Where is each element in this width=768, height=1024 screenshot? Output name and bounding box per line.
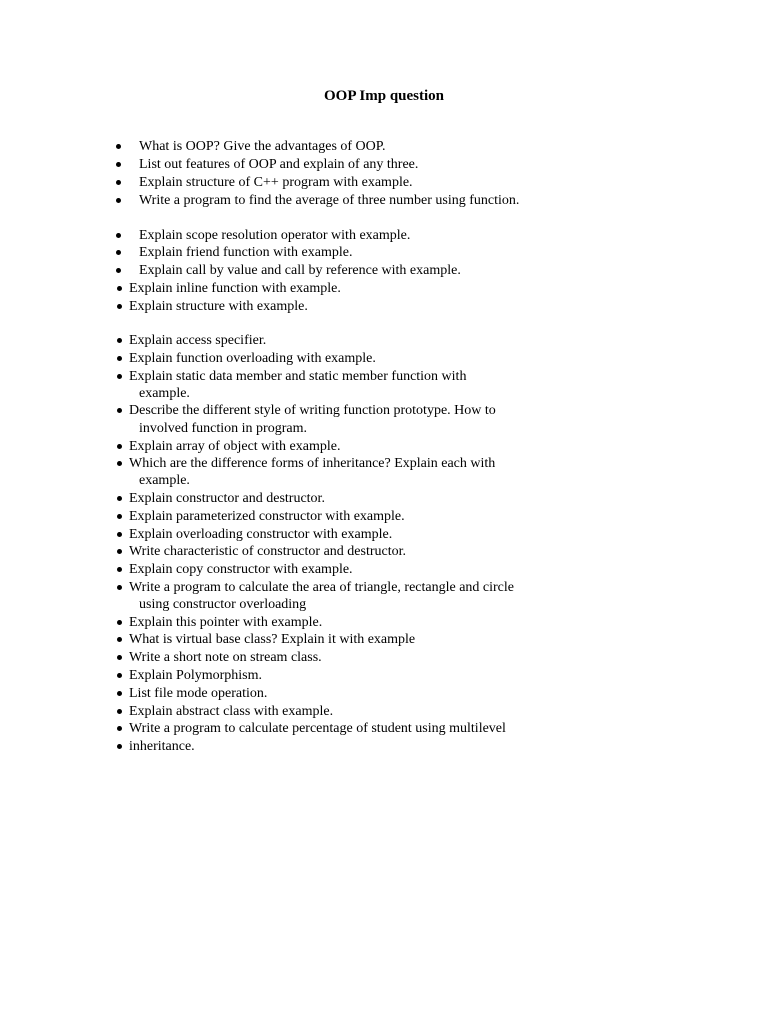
page-title: OOP Imp question [323,88,445,104]
bullet-icon [117,549,122,554]
bullet-icon [117,444,122,449]
bullet-icon [116,162,121,167]
bullet-icon [117,461,122,466]
bullet-icon [117,620,122,625]
bullet-icon [117,637,122,642]
bullet-icon [117,496,122,501]
list-item-continuation: example. [139,473,190,488]
bullet-icon [117,338,122,343]
bullet-icon [117,655,122,660]
bullet-icon [117,673,122,678]
list-item-continuation: involved function in program. [139,421,307,436]
bullet-icon [116,198,121,203]
bullet-icon [117,408,122,413]
list-item-continuation: using constructor overloading [139,597,307,612]
bullet-icon [116,180,121,185]
document-page: OOP Imp question What is OOP? Give the advantages of OOP. List out features of OOP and explain of any three. Explain structure of C++ program with example. Write a program to find the average of three number using function. Explain scope resolution operator with example. Explain friend function with example. Explain call by value and call by reference with example. Explain inline function with example. Explain structure with example. Explain access specifier. Explain function overloading with example. Explain static data member and static member function with example. Describe the different style of writing function prototype. How to involved function in program. Explain array of object with example. Which are the difference forms of inheritance? Explain each with example. Explain constructor and destructor. Explain parameterized constructor with example. Explain overloading constructor with example. Write characteristic of constructor and destructor. Explain copy constructor with example. Write a program to calculate the area of triangle, rectangle and circle using constructor overloading Explain this pointer with example. What is virtual base class? Explain it with example Write a short note on stream class. Explain Polymorphism. List file mode operation. Explain abstract class with example. Write a program to calculate percentage of student using multilevel inheritance. [0,0,768,1024]
bullet-icon [117,514,122,519]
bullet-icon [116,250,121,255]
list-item-continuation: example. [139,386,190,401]
bullet-icon [117,726,122,731]
bullet-icon [117,691,122,696]
bullet-icon [117,532,122,537]
bullet-icon [117,709,122,714]
bullet-icon [117,286,122,291]
bullet-icon [117,374,122,379]
bullet-icon [117,356,122,361]
bullet-icon [117,567,122,572]
bullet-icon [116,268,121,273]
bullet-icon [117,585,122,590]
bullet-icon [116,233,121,238]
bullet-icon [117,304,122,309]
bullet-icon [116,144,121,149]
bullet-icon [117,744,122,749]
